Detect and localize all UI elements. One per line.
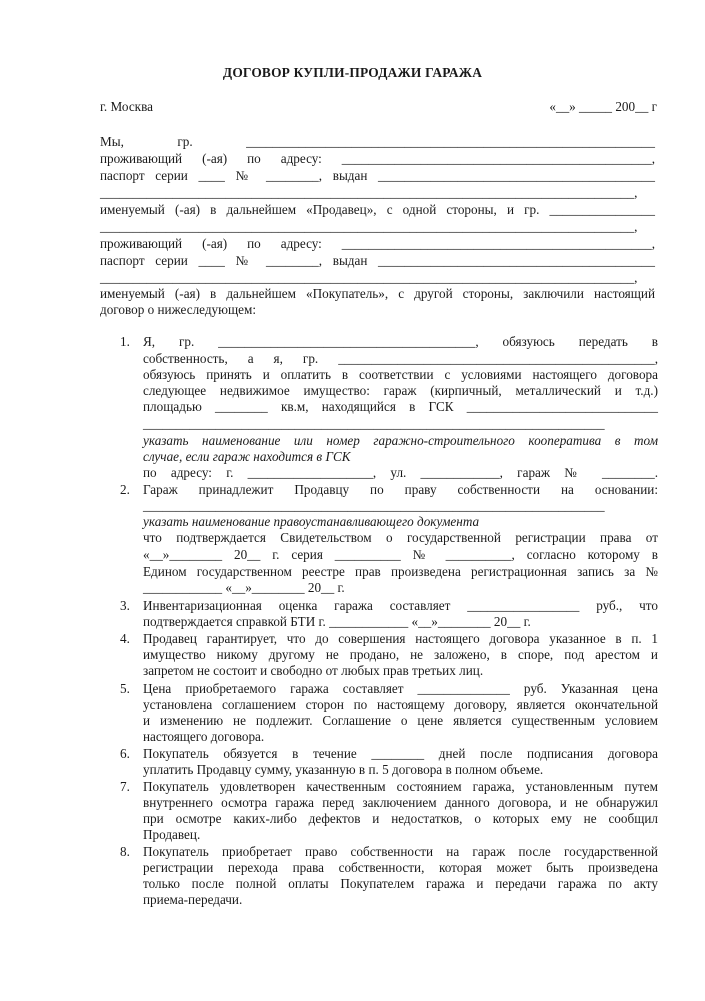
clause-line: при осмотре каких-либо дефектов и недостатков, о которых ему не сообщил	[143, 811, 658, 826]
clause-line: внутреннего осмотра гаража перед заключением данного договора, и не обнаружил	[143, 795, 658, 810]
clause-line: установлена соглашением сторон по настоящему договору, является окончательной	[143, 697, 658, 712]
intro-line: Мы, гр. ______________________________________________________________	[100, 134, 655, 149]
date: «__» _____ 200__ г	[549, 99, 657, 114]
intro-line: проживающий (-ая) по адресу: _______________________________________________,	[100, 236, 655, 251]
intro-line: _________________________________________________________________________________,	[100, 270, 638, 285]
clause-line: имущество никому другому не продано, не заложено, в споре, под арестом и	[143, 647, 658, 662]
clause-line: и изменению не подлежит. Соглашение о цене является существенным условием	[143, 713, 658, 728]
clause-number: 6.	[120, 746, 130, 761]
clause-line: по адресу: г. ___________________, ул. ____________, гараж № ________.	[143, 465, 658, 480]
clause-line: Цена приобретаемого гаража составляет ______________ руб. Указанная цена	[143, 681, 658, 696]
clause-hint: случае, если гараж находится в ГСК	[143, 449, 351, 464]
clause-line: Покупатель обязуется в течение ________ дней после подписания договора	[143, 746, 658, 761]
clause-line: ______________________________________________________________________	[143, 416, 605, 431]
clause-line: площадью ________ кв.м, находящийся в ГСК _____________________________	[143, 399, 658, 414]
clause-line: настоящего договора.	[143, 729, 265, 744]
clause-number: 7.	[120, 779, 130, 794]
clause-line: только после полной оплаты Покупателем гаража и передачи гаража по акту	[143, 876, 658, 891]
intro-line: паспорт серии ____ № ________, выдан __________________________________________	[100, 168, 655, 183]
clause-line: Покупатель приобретает право собственности на гараж после государственной	[143, 844, 658, 859]
clause-number: 1.	[120, 334, 130, 349]
clause-number: 4.	[120, 631, 130, 646]
clause-line: обязуюсь принять и оплатить в соответствии с условиями настоящего договора	[143, 367, 658, 382]
clause-number: 3.	[120, 598, 130, 613]
intro-line: именуемый (-ая) в дальнейшем «Покупатель», с другой стороны, заключили настоящий	[100, 286, 655, 301]
clause-line: приема-передачи.	[143, 892, 243, 907]
clause-line: Я, гр. _______________________________________, обязуюсь передать в	[143, 334, 658, 349]
intro-line: _________________________________________________________________________________,	[100, 219, 638, 234]
clause-line: ______________________________________________________________________	[143, 498, 605, 513]
clause-line: «__»________ 20__ г. серия __________ № __________, согласно которому в	[143, 547, 658, 562]
city: г. Москва	[100, 99, 153, 114]
intro-line: _________________________________________________________________________________,	[100, 185, 638, 200]
intro-line: договор о нижеследующем:	[100, 302, 257, 317]
clause-line: уплатить Продавцу сумму, указанную в п. 5 договора в полном объеме.	[143, 762, 544, 777]
clause-line: Едином государственном реестре прав произведена регистрационная запись за №	[143, 564, 658, 579]
clause-line: что подтверждается Свидетельством о государственной регистрации права от	[143, 530, 658, 545]
clause-line: ____________ «__»________ 20__ г.	[143, 580, 345, 595]
clause-line: Покупатель удовлетворен качественным состоянием гаража, установленным путем	[143, 779, 658, 794]
clause-number: 5.	[120, 681, 130, 696]
clause-line: следующее недвижимое имущество: гараж (кирпичный, металлический и т.д.)	[143, 383, 658, 398]
clause-line: собственность, а я, гр. ________________________________________________,	[143, 351, 658, 366]
clause-number: 8.	[120, 844, 130, 859]
clause-line: запретом не состоит и свободно от любых прав третьих лиц.	[143, 663, 484, 678]
clause-line: Продавец гарантирует, что до совершения настоящего договора указанное в п. 1	[143, 631, 658, 646]
clause-number: 2.	[120, 482, 130, 497]
clause-hint: указать наименование или номер гаражно-строительного кооператива в том	[143, 433, 658, 448]
clause-line: подтверждается справкой БТИ г. ____________ «__»________ 20__ г.	[143, 614, 531, 629]
intro-line: паспорт серии ____ № ________, выдан __________________________________________	[100, 253, 655, 268]
clause-line: Продавец.	[143, 827, 201, 842]
intro-line: именуемый (-ая) в дальнейшем «Продавец», с одной стороны, и гр. ________________	[100, 202, 655, 217]
clause-hint: указать наименование правоустанавливающего документа	[143, 514, 480, 529]
intro-line: проживающий (-ая) по адресу: _______________________________________________,	[100, 151, 655, 166]
clause-line: Инвентаризационная оценка гаража составляет _________________ руб., что	[143, 598, 658, 613]
clause-line: Гараж принадлежит Продавцу по праву собственности на основании:	[143, 482, 658, 497]
clause-line: регистрации перехода права собственности, которая может быть произведена	[143, 860, 658, 875]
document-title: ДОГОВОР КУПЛИ-ПРОДАЖИ ГАРАЖА	[222, 65, 483, 80]
